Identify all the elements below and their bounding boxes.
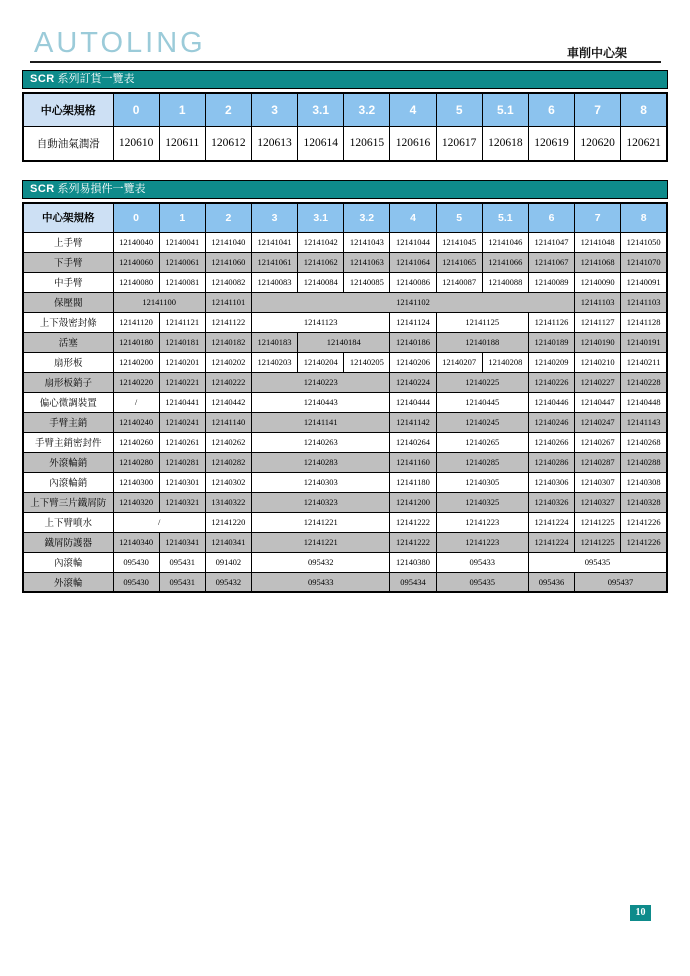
part-number-cell: 12141060: [205, 252, 251, 272]
part-number-cell: 12140189: [528, 332, 574, 352]
part-number-cell: 12140190: [575, 332, 621, 352]
column-header-cell: 5: [436, 203, 482, 232]
part-number-cell: 12140060: [113, 252, 159, 272]
part-number-cell: 12141200: [390, 492, 436, 512]
table-row: [23, 572, 667, 592]
part-number-cell: 12140040: [113, 232, 159, 252]
part-number-cell: 12141142: [390, 412, 436, 432]
table-row: [23, 472, 667, 492]
part-number-cell: 12140211: [621, 352, 667, 372]
part-number-cell: 120615: [344, 126, 390, 161]
table-row: [23, 252, 667, 272]
part-number-cell: 120621: [621, 126, 667, 161]
part-number-cell: 120616: [390, 126, 436, 161]
part-number-cell: 12141127: [575, 312, 621, 332]
part-number-cell: 12141222: [390, 532, 436, 552]
table-row: [23, 432, 667, 452]
part-number-cell: 12140080: [113, 272, 159, 292]
brand-logo: AUTOLING: [34, 27, 206, 59]
spec-header-cell: 中心架規格: [23, 93, 113, 126]
table-header-row: [23, 93, 667, 126]
row-label-cell: 外滾輪: [23, 572, 113, 592]
part-number-cell: 091402: [205, 552, 251, 572]
part-number-cell: 12141067: [528, 252, 574, 272]
part-number-cell: 12141102: [251, 292, 574, 312]
part-number-cell: 095432: [205, 572, 251, 592]
part-number-cell: 12140308: [621, 472, 667, 492]
part-number-cell: 12140268: [621, 432, 667, 452]
part-number-cell: 12140307: [575, 472, 621, 492]
column-header-cell: 3: [251, 93, 297, 126]
part-number-cell: 095434: [390, 572, 436, 592]
part-number-cell: 12141041: [251, 232, 297, 252]
part-number-cell: 12140264: [390, 432, 436, 452]
part-number-cell: 12140320: [113, 492, 159, 512]
part-number-cell: 12141100: [113, 292, 205, 312]
part-number-cell: 12141066: [482, 252, 528, 272]
part-number-cell: 12141140: [205, 412, 251, 432]
row-label-cell: 自動油氣潤滑: [23, 126, 113, 161]
table-row: [23, 532, 667, 552]
table-row: [23, 312, 667, 332]
table-title-text: 系列訂貨一覽表: [54, 73, 135, 85]
part-number-cell: 12140204: [298, 352, 344, 372]
part-number-cell: 12140341: [159, 532, 205, 552]
part-number-cell: 12140203: [251, 352, 297, 372]
part-number-cell: 12141042: [298, 232, 344, 252]
part-number-cell: 12141070: [621, 252, 667, 272]
part-number-cell: 12140443: [251, 392, 389, 412]
column-header-cell: 5.1: [482, 93, 528, 126]
part-number-cell: 095435: [436, 572, 528, 592]
row-label-cell: 上下臂三片鐵屑防: [23, 492, 113, 512]
part-number-cell: 12141044: [390, 232, 436, 252]
part-number-cell: 12141101: [205, 292, 251, 312]
column-header-cell: 8: [621, 93, 667, 126]
column-header-cell: 4: [390, 203, 436, 232]
part-number-cell: 12140087: [436, 272, 482, 292]
order-table-block: [22, 70, 668, 162]
part-number-cell: 12140305: [436, 472, 528, 492]
part-number-cell: 12140228: [621, 372, 667, 392]
part-number-cell: 12141048: [575, 232, 621, 252]
part-number-cell: 120611: [159, 126, 205, 161]
table-title-prefix: SCR: [30, 73, 55, 85]
row-label-cell: 上下臂噴水: [23, 512, 113, 532]
column-header-cell: 1: [159, 203, 205, 232]
part-number-cell: 12140282: [205, 452, 251, 472]
table-row: [23, 552, 667, 572]
column-header-cell: 7: [575, 203, 621, 232]
part-number-cell: 120613: [251, 126, 297, 161]
part-number-cell: 12141222: [390, 512, 436, 532]
part-number-cell: 095437: [575, 572, 667, 592]
row-label-cell: 手臂主銷密封件: [23, 432, 113, 452]
part-number-cell: 12140084: [298, 272, 344, 292]
row-label-cell: 內滾輪: [23, 552, 113, 572]
parts-table-title: [22, 180, 668, 199]
table-row: [23, 332, 667, 352]
table-header-row: [23, 203, 667, 232]
parts-table: [22, 202, 668, 593]
part-number-cell: 12140188: [436, 332, 528, 352]
part-number-cell: 12141046: [482, 232, 528, 252]
part-number-cell: 12140446: [528, 392, 574, 412]
column-header-cell: 3: [251, 203, 297, 232]
part-number-cell: 095433: [251, 572, 389, 592]
part-number-cell: 12140083: [251, 272, 297, 292]
part-number-cell: 12141065: [436, 252, 482, 272]
table-row: [23, 272, 667, 292]
part-number-cell: 12140444: [390, 392, 436, 412]
part-number-cell: 12140302: [205, 472, 251, 492]
column-header-cell: 2: [205, 203, 251, 232]
part-number-cell: 12140260: [113, 432, 159, 452]
part-number-cell: 12140447: [575, 392, 621, 412]
part-number-cell: 12140086: [390, 272, 436, 292]
page-number-badge: 10: [630, 905, 651, 921]
part-number-cell: 095433: [436, 552, 528, 572]
column-header-cell: 2: [205, 93, 251, 126]
part-number-cell: 12140200: [113, 352, 159, 372]
part-number-cell: 12140340: [113, 532, 159, 552]
part-number-cell: 12141068: [575, 252, 621, 272]
part-number-cell: 12141221: [251, 532, 389, 552]
part-number-cell: 120617: [436, 126, 482, 161]
part-number-cell: 12140181: [159, 332, 205, 352]
part-number-cell: 12140341: [205, 532, 251, 552]
header-divider: [30, 61, 661, 63]
part-number-cell: 12140225: [436, 372, 528, 392]
column-header-cell: 3.1: [298, 203, 344, 232]
column-header-cell: 0: [113, 203, 159, 232]
part-number-cell: 12140280: [113, 452, 159, 472]
part-number-cell: 12141221: [251, 512, 389, 532]
table-row: [23, 392, 667, 412]
part-number-cell: 12140180: [113, 332, 159, 352]
part-number-cell: 12140245: [436, 412, 528, 432]
row-label-cell: 內滾輪銷: [23, 472, 113, 492]
part-number-cell: 13140322: [205, 492, 251, 512]
column-header-cell: 3.1: [298, 93, 344, 126]
part-number-cell: 12140246: [528, 412, 574, 432]
part-number-cell: 095432: [251, 552, 389, 572]
row-label-cell: 偏心微調裝置: [23, 392, 113, 412]
part-number-cell: 12140285: [436, 452, 528, 472]
part-number-cell: 12141050: [621, 232, 667, 252]
part-number-cell: 12141224: [528, 532, 574, 552]
table-row: [23, 232, 667, 252]
part-number-cell: 120618: [482, 126, 528, 161]
part-number-cell: 12140241: [159, 412, 205, 432]
table-row: [23, 512, 667, 532]
row-label-cell: 扇形板銷子: [23, 372, 113, 392]
part-number-cell: 12140201: [159, 352, 205, 372]
part-number-cell: 12140081: [159, 272, 205, 292]
column-header-cell: 6: [528, 203, 574, 232]
column-header-cell: 7: [575, 93, 621, 126]
part-number-cell: 12140227: [575, 372, 621, 392]
part-number-cell: 12140327: [575, 492, 621, 512]
part-number-cell: 12140184: [298, 332, 390, 352]
part-number-cell: 12140263: [251, 432, 389, 452]
part-number-cell: 12140226: [528, 372, 574, 392]
part-number-cell: 12141224: [528, 512, 574, 532]
part-number-cell: 12141226: [621, 532, 667, 552]
row-label-cell: 保壓閥: [23, 292, 113, 312]
part-number-cell: 12141220: [205, 512, 251, 532]
part-number-cell: 12141120: [113, 312, 159, 332]
part-number-cell: 12140283: [251, 452, 389, 472]
part-number-cell: 12141043: [344, 232, 390, 252]
part-number-cell: 12140281: [159, 452, 205, 472]
part-number-cell: 12141180: [390, 472, 436, 492]
part-number-cell: 12141064: [390, 252, 436, 272]
column-header-cell: 3.2: [344, 203, 390, 232]
part-number-cell: 12140182: [205, 332, 251, 352]
table-title-prefix: SCR: [30, 183, 55, 195]
table-row: [23, 452, 667, 472]
part-number-cell: 12140300: [113, 472, 159, 492]
spec-header-cell: 中心架規格: [23, 203, 113, 232]
part-number-cell: 12140186: [390, 332, 436, 352]
part-number-cell: 12141126: [528, 312, 574, 332]
part-number-cell: 12141124: [390, 312, 436, 332]
part-number-cell: 12141123: [251, 312, 389, 332]
part-number-cell: 12140247: [575, 412, 621, 432]
part-number-cell: 12141223: [436, 532, 528, 552]
table-row: [23, 352, 667, 372]
part-number-cell: 12140088: [482, 272, 528, 292]
part-number-cell: 12140442: [205, 392, 251, 412]
part-number-cell: 095431: [159, 552, 205, 572]
order-table: [22, 92, 668, 162]
part-number-cell: 12140220: [113, 372, 159, 392]
part-number-cell: 12140082: [205, 272, 251, 292]
order-table-title: [22, 70, 668, 89]
part-number-cell: 12141061: [251, 252, 297, 272]
part-number-cell: 12140224: [390, 372, 436, 392]
part-number-cell: 12141225: [575, 512, 621, 532]
part-number-cell: 12141121: [159, 312, 205, 332]
part-number-cell: 12140328: [621, 492, 667, 512]
row-label-cell: 鐵屑防護器: [23, 532, 113, 552]
part-number-cell: 12140202: [205, 352, 251, 372]
row-label-cell: 下手臂: [23, 252, 113, 272]
part-number-cell: 12140091: [621, 272, 667, 292]
part-number-cell: 12140207: [436, 352, 482, 372]
table-row: [23, 492, 667, 512]
part-number-cell: 12141062: [298, 252, 344, 272]
row-label-cell: 中手臂: [23, 272, 113, 292]
part-number-cell: 12140191: [621, 332, 667, 352]
part-number-cell: 12140262: [205, 432, 251, 452]
row-label-cell: 上手臂: [23, 232, 113, 252]
part-number-cell: 120614: [298, 126, 344, 161]
part-number-cell: 12141103: [621, 292, 667, 312]
part-number-cell: 095431: [159, 572, 205, 592]
part-number-cell: 12141141: [251, 412, 389, 432]
part-number-cell: 120620: [575, 126, 621, 161]
part-number-cell: 12141103: [575, 292, 621, 312]
row-label-cell: 上下殼密封條: [23, 312, 113, 332]
part-number-cell: 12141063: [344, 252, 390, 272]
part-number-cell: 12140288: [621, 452, 667, 472]
part-number-cell: 12141045: [436, 232, 482, 252]
table-title-text: 系列易損件一覽表: [54, 183, 146, 195]
column-header-cell: 3.2: [344, 93, 390, 126]
part-number-cell: 12141160: [390, 452, 436, 472]
table-row: [23, 126, 667, 161]
part-number-cell: 12140321: [159, 492, 205, 512]
part-number-cell: 12140287: [575, 452, 621, 472]
header-category-label: 車削中心架: [566, 46, 627, 60]
column-header-cell: 8: [621, 203, 667, 232]
part-number-cell: 12141225: [575, 532, 621, 552]
part-number-cell: 095430: [113, 572, 159, 592]
part-number-cell: 12140303: [251, 472, 389, 492]
part-number-cell: 095436: [528, 572, 574, 592]
column-header-cell: 4: [390, 93, 436, 126]
part-number-cell: 12140223: [251, 372, 389, 392]
part-number-cell: 12140221: [159, 372, 205, 392]
part-number-cell: 120612: [205, 126, 251, 161]
part-number-cell: 12140265: [436, 432, 528, 452]
part-number-cell: 12140061: [159, 252, 205, 272]
part-number-cell: 12140326: [528, 492, 574, 512]
part-number-cell: 12140240: [113, 412, 159, 432]
part-number-cell: 12140261: [159, 432, 205, 452]
part-number-cell: 12140089: [528, 272, 574, 292]
table-row: [23, 372, 667, 392]
part-number-cell: 12140380: [390, 552, 436, 572]
part-number-cell: 12140267: [575, 432, 621, 452]
part-number-cell: 12140448: [621, 392, 667, 412]
part-number-cell: 12141128: [621, 312, 667, 332]
part-number-cell: 12140306: [528, 472, 574, 492]
part-number-cell: 12140445: [436, 392, 528, 412]
part-number-cell: 12141040: [205, 232, 251, 252]
part-number-cell: 12141122: [205, 312, 251, 332]
part-number-cell: 120619: [528, 126, 574, 161]
part-number-cell: 095435: [528, 552, 667, 572]
part-number-cell: 12140301: [159, 472, 205, 492]
part-number-cell: 095430: [113, 552, 159, 572]
row-label-cell: 外滾輪銷: [23, 452, 113, 472]
row-label-cell: 扇形板: [23, 352, 113, 372]
part-number-cell: 12140325: [436, 492, 528, 512]
column-header-cell: 5.1: [482, 203, 528, 232]
parts-table-block: [22, 180, 668, 593]
row-label-cell: 手臂主銷: [23, 412, 113, 432]
part-number-cell: 120610: [113, 126, 159, 161]
part-number-cell: 12140205: [344, 352, 390, 372]
part-number-cell: 12140206: [390, 352, 436, 372]
part-number-cell: 12141143: [621, 412, 667, 432]
part-number-cell: 12140208: [482, 352, 528, 372]
part-number-cell: 12140323: [251, 492, 389, 512]
part-number-cell: 12140266: [528, 432, 574, 452]
part-number-cell: 12141047: [528, 232, 574, 252]
column-header-cell: 1: [159, 93, 205, 126]
part-number-cell: 12141223: [436, 512, 528, 532]
part-number-cell: 12140085: [344, 272, 390, 292]
part-number-cell: 12141125: [436, 312, 528, 332]
part-number-cell: 12140183: [251, 332, 297, 352]
part-number-cell: 12140090: [575, 272, 621, 292]
table-row: [23, 412, 667, 432]
part-number-cell: 12140222: [205, 372, 251, 392]
part-number-cell: /: [113, 512, 205, 532]
column-header-cell: 5: [436, 93, 482, 126]
part-number-cell: 12140210: [575, 352, 621, 372]
part-number-cell: /: [113, 392, 159, 412]
column-header-cell: 0: [113, 93, 159, 126]
part-number-cell: 12140209: [528, 352, 574, 372]
row-label-cell: 活塞: [23, 332, 113, 352]
part-number-cell: 12140441: [159, 392, 205, 412]
part-number-cell: 12140286: [528, 452, 574, 472]
column-header-cell: 6: [528, 93, 574, 126]
part-number-cell: 12140041: [159, 232, 205, 252]
table-row: [23, 292, 667, 312]
part-number-cell: 12141226: [621, 512, 667, 532]
